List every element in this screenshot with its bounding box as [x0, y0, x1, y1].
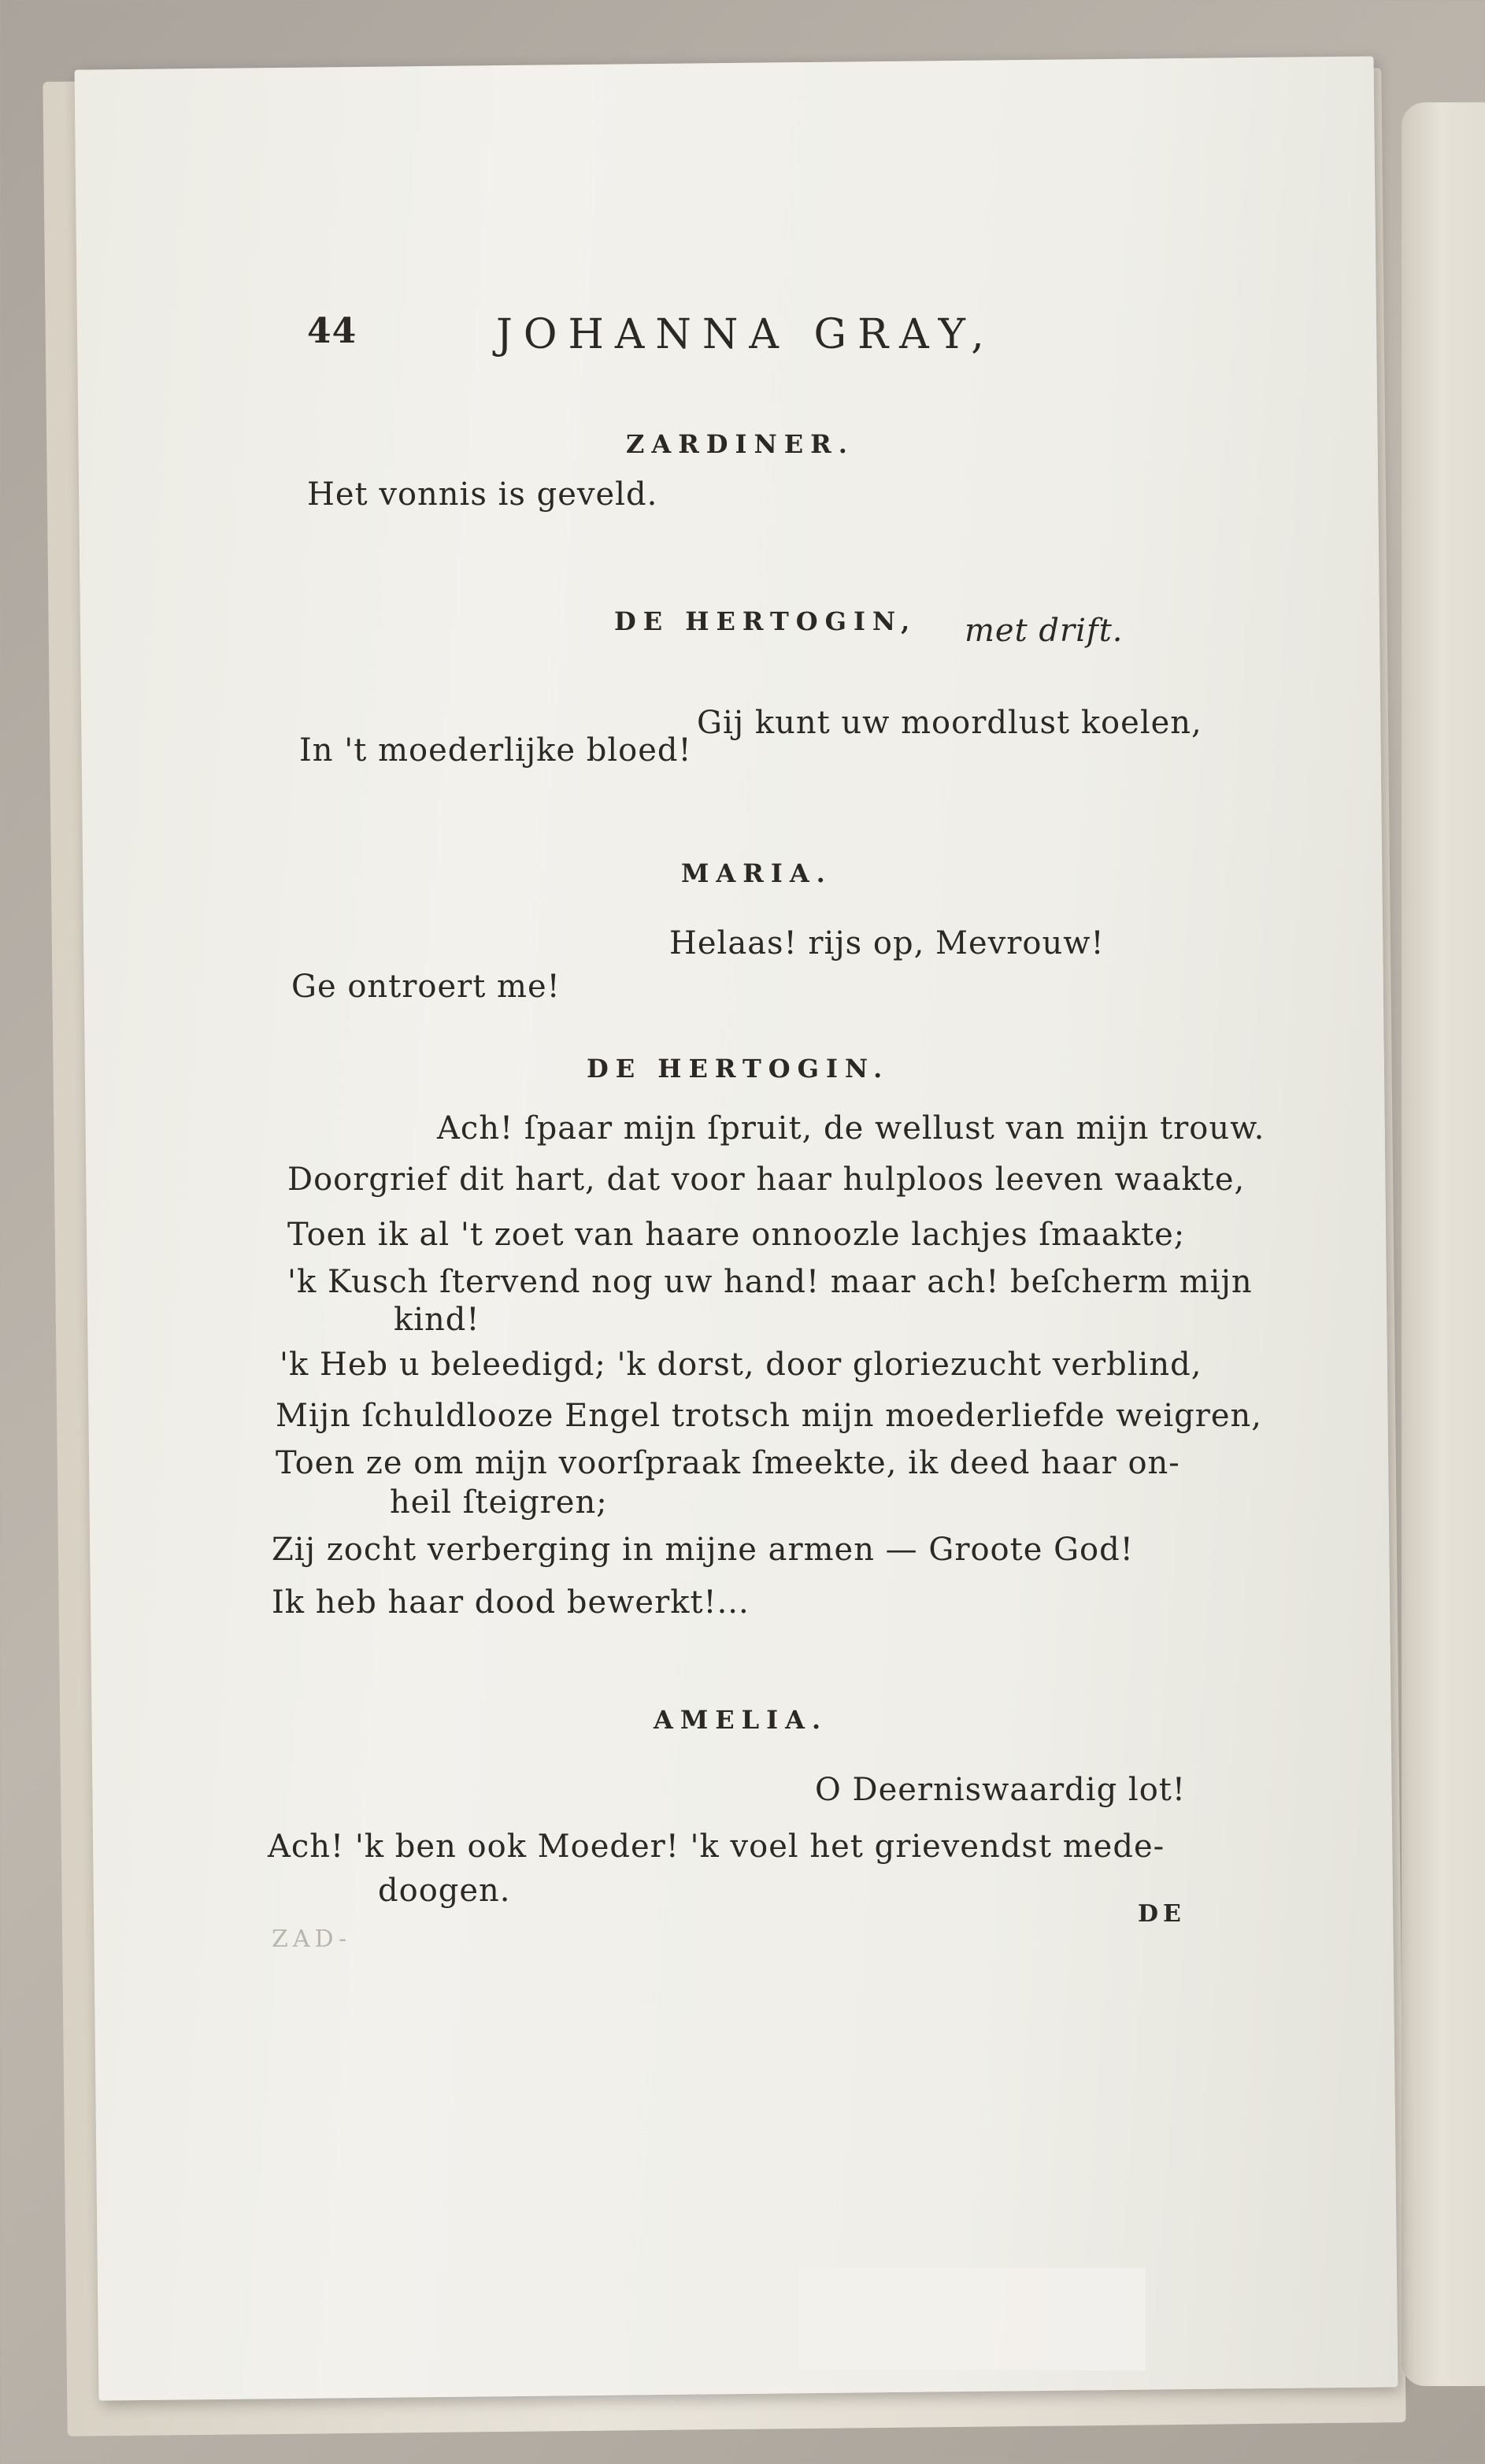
dialogue-line: heil ſteigren; [390, 1484, 608, 1521]
dialogue-line: Toen ze om mijn voorſpraak ſmeekte, ik deed haar on- [276, 1445, 1180, 1481]
speaker-de-hertogin: DE HERTOGIN. [587, 1054, 890, 1084]
dialogue-line: Gij kunt uw moordlust koelen, [697, 705, 1202, 741]
dialogue-line: Mijn ſchuldlooze Engel trotsch mijn moederliefde weigren, [276, 1398, 1262, 1434]
dialogue-line: 'k Kusch ſtervend nog uw hand! maar ach! beſcherm mijn [287, 1264, 1253, 1300]
catchword: DE [1138, 1900, 1186, 1928]
offset-text: ZAD- [272, 1925, 352, 1953]
dialogue-line: Ik heb haar dood bewerkt!... [272, 1584, 750, 1621]
dialogue-line: In 't moederlijke bloed! [299, 732, 692, 769]
dialogue-line: O Deerniswaardig lot! [815, 1772, 1186, 1808]
dialogue-line: doogen. [378, 1873, 511, 1909]
dialogue-line: Ach! ſpaar mijn ſpruit, de wellust van mijn trouw. [437, 1110, 1265, 1147]
dialogue-line: Helaas! rijs op, Mevrouw! [669, 925, 1105, 962]
paper-sticker [799, 2268, 1146, 2370]
stage-direction: met drift. [965, 613, 1124, 649]
running-title: JOHANNA GRAY, [496, 311, 995, 358]
dialogue-line: Ge ontroert me! [291, 969, 561, 1005]
speaker-de-hertogin: DE HERTOGIN, [614, 606, 917, 636]
dialogue-line: Toen ik al 't zoet van haare onnoozle lachjes ſmaakte; [287, 1217, 1186, 1253]
facing-page-edge [1402, 102, 1485, 2386]
dialogue-line: 'k Heb u beleedigd; 'k dorst, door gloriezucht verblind, [280, 1347, 1202, 1383]
speaker-maria: MARIA. [681, 858, 832, 888]
dialogue-line: Het vonnis is geveld. [307, 476, 658, 513]
dialogue-line: Ach! 'k ben ook Moeder! 'k voel het grievendst mede- [268, 1829, 1165, 1865]
dialogue-line: Doorgrief dit hart, dat voor haar hulploos leeven waakte, [287, 1162, 1246, 1198]
page-number: 44 [307, 311, 357, 351]
speaker-amelia: AMELIA. [654, 1705, 828, 1735]
dialogue-line: kind! [394, 1302, 480, 1338]
speaker-zardiner: ZARDINER. [626, 429, 854, 459]
dialogue-line: Zij zocht verberging in mijne armen — Groote God! [272, 1532, 1134, 1568]
